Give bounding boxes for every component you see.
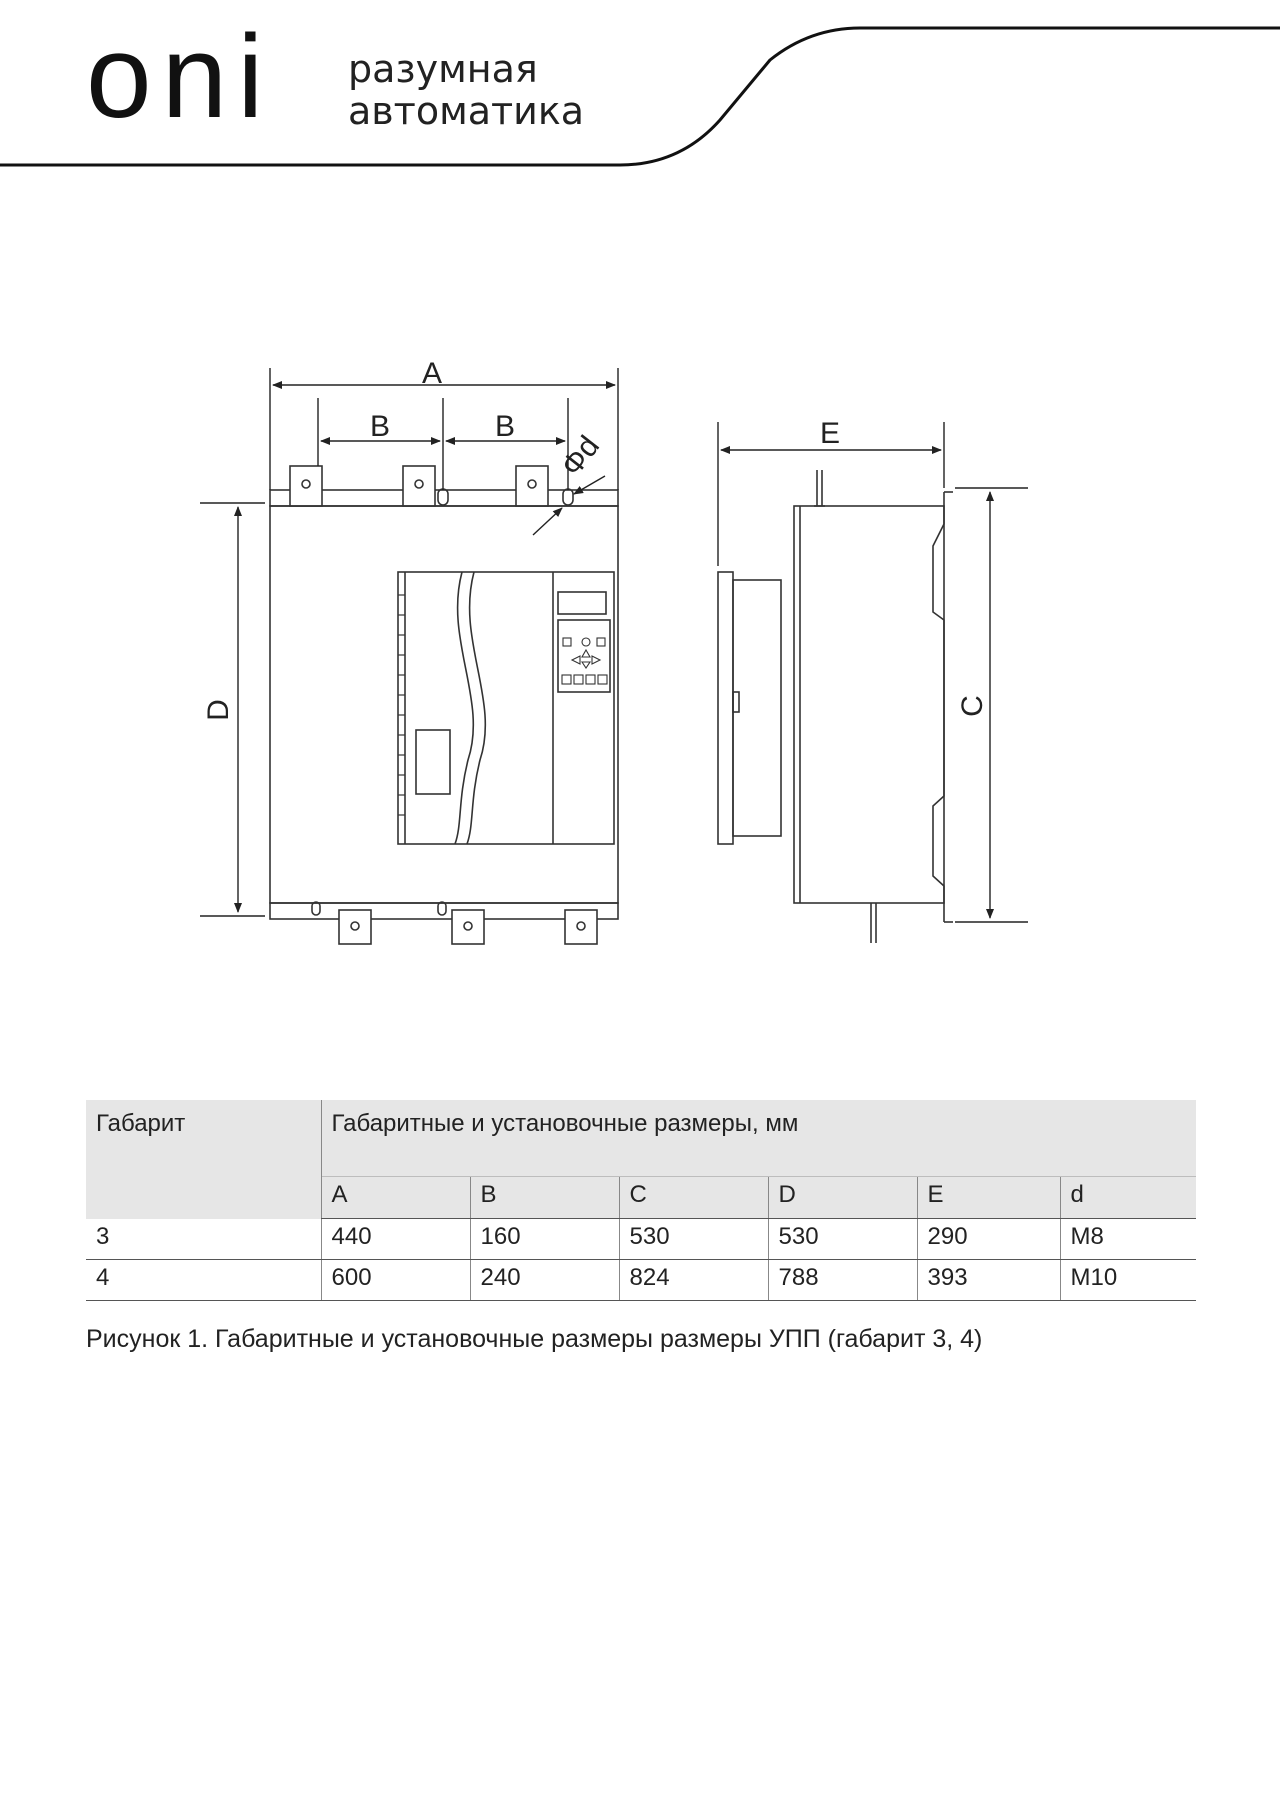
- label-a: A: [421, 357, 443, 390]
- front-view: [270, 466, 618, 944]
- header-dimensions: Габаритные и установочные размеры, мм: [321, 1100, 1196, 1177]
- mount-hole-top-right: [563, 489, 573, 505]
- label-window: [416, 730, 450, 794]
- col-d: D: [768, 1177, 917, 1219]
- cell-thread: M8: [1060, 1219, 1196, 1260]
- table-row: [86, 1219, 1196, 1260]
- cell-c: 530: [619, 1219, 768, 1260]
- cell-d: 530: [768, 1219, 917, 1260]
- table-header-row: [86, 1100, 1196, 1177]
- table-row: [86, 1260, 1196, 1301]
- side-dimensions: [718, 422, 1028, 922]
- front-cover: [398, 572, 614, 844]
- col-c: C: [619, 1177, 768, 1219]
- cell-thread: M10: [1060, 1260, 1196, 1301]
- col-thread: d: [1060, 1177, 1196, 1219]
- cell-e: 290: [917, 1219, 1060, 1260]
- brand-logo: oni: [86, 11, 274, 143]
- cell-e: 393: [917, 1260, 1060, 1301]
- col-a: A: [321, 1177, 470, 1219]
- label-c: C: [956, 695, 989, 717]
- label-b-right: B: [494, 410, 516, 443]
- front-dimensions: [200, 368, 618, 916]
- label-d: D: [202, 699, 235, 721]
- cell-a: 440: [321, 1219, 470, 1260]
- col-b: B: [470, 1177, 619, 1219]
- row-size: 3: [86, 1219, 321, 1260]
- label-e: E: [819, 417, 841, 450]
- mount-hole-top-left: [438, 489, 448, 505]
- cell-a: 600: [321, 1260, 470, 1301]
- tagline-line1: разумная: [348, 47, 538, 91]
- cell-c: 824: [619, 1260, 768, 1301]
- cell-b: 160: [470, 1219, 619, 1260]
- figure-caption: Рисунок 1. Габаритные и установочные размеры размеры УПП (габарит 3, 4): [86, 1325, 983, 1353]
- tagline-line2: автоматика: [348, 89, 585, 133]
- col-e: E: [917, 1177, 1060, 1219]
- header-size: Габарит: [86, 1100, 321, 1219]
- dimensions-table: [86, 1100, 1196, 1301]
- label-hole-diameter: Φd: [555, 429, 607, 483]
- side-body: [794, 506, 944, 903]
- row-size: 4: [86, 1260, 321, 1301]
- display-window: [558, 592, 606, 614]
- side-latch: [733, 692, 739, 712]
- label-b-left: B: [369, 410, 391, 443]
- side-view: [718, 470, 953, 943]
- keypad: [558, 620, 610, 692]
- cell-d: 788: [768, 1260, 917, 1301]
- cover-profile: [718, 572, 733, 844]
- cell-b: 240: [470, 1260, 619, 1301]
